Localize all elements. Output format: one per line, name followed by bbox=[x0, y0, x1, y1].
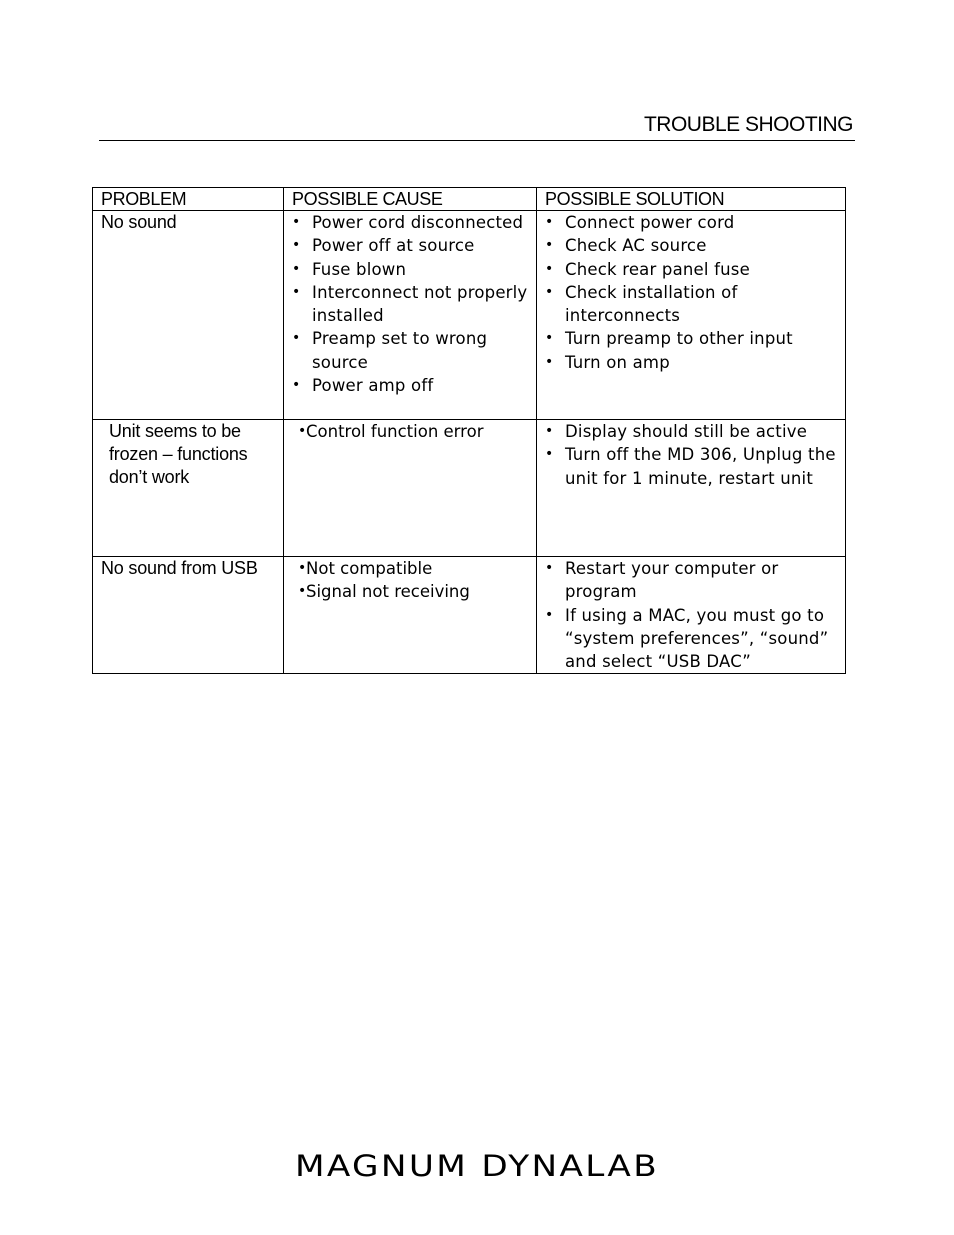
brand-logo: MAGNUM DYNALAB bbox=[294, 1149, 660, 1183]
problem-cell: Unit seems to be frozen – functions don’t work bbox=[93, 420, 284, 557]
cause-item: • Signal not receiving bbox=[292, 580, 532, 603]
solution-cell bbox=[537, 557, 846, 674]
table-header-row bbox=[93, 188, 846, 211]
cause-cell bbox=[284, 557, 537, 674]
solution-item: • Turn on amp bbox=[545, 351, 841, 374]
solution-item: • If using a MAC, you must go to “system preferences”, “sound” and select “USB DAC” bbox=[545, 604, 841, 674]
solution-cell bbox=[537, 211, 846, 420]
cause-item: • Control function error bbox=[292, 420, 532, 443]
section-title: TROUBLE SHOOTING bbox=[643, 113, 853, 136]
solution-item: • Restart your computer or program bbox=[545, 557, 841, 604]
solution-list bbox=[545, 557, 841, 673]
solution-item: • Connect power cord bbox=[545, 211, 841, 234]
table-row bbox=[93, 420, 846, 557]
cause-list bbox=[292, 420, 532, 443]
cause-item: • Preamp set to wrong source bbox=[292, 327, 532, 374]
problem-cell: No sound bbox=[93, 211, 284, 420]
table-row bbox=[93, 211, 846, 420]
solution-item: • Check rear panel fuse bbox=[545, 258, 841, 281]
cause-item: • Power cord disconnected bbox=[292, 211, 532, 234]
title-divider bbox=[99, 140, 855, 141]
header-possible-solution: POSSIBLE SOLUTION bbox=[537, 188, 846, 211]
solution-item: • Turn off the MD 306, Unplug the unit for 1 minute, restart unit bbox=[545, 443, 841, 490]
problem-cell: No sound from USB bbox=[93, 557, 284, 674]
troubleshooting-table bbox=[92, 187, 846, 674]
cause-item: • Fuse blown bbox=[292, 258, 532, 281]
cause-list bbox=[292, 211, 532, 397]
solution-item: • Check AC source bbox=[545, 234, 841, 257]
cause-item: • Not compatible bbox=[292, 557, 532, 580]
cause-list bbox=[292, 557, 532, 604]
solution-list bbox=[545, 211, 841, 374]
cause-item: • Power amp off bbox=[292, 374, 532, 397]
cause-item: • Interconnect not properly installed bbox=[292, 281, 532, 328]
cause-item: • Power off at source bbox=[292, 234, 532, 257]
solution-item: • Display should still be active bbox=[545, 420, 841, 443]
solution-item: • Check installation of interconnects bbox=[545, 281, 841, 328]
header-possible-cause: POSSIBLE CAUSE bbox=[284, 188, 537, 211]
header-problem: PROBLEM bbox=[93, 188, 284, 211]
solution-cell bbox=[537, 420, 846, 557]
cause-cell bbox=[284, 420, 537, 557]
table-row bbox=[93, 557, 846, 674]
cause-cell bbox=[284, 211, 537, 420]
solution-item: • Turn preamp to other input bbox=[545, 327, 841, 350]
solution-list bbox=[545, 420, 841, 490]
